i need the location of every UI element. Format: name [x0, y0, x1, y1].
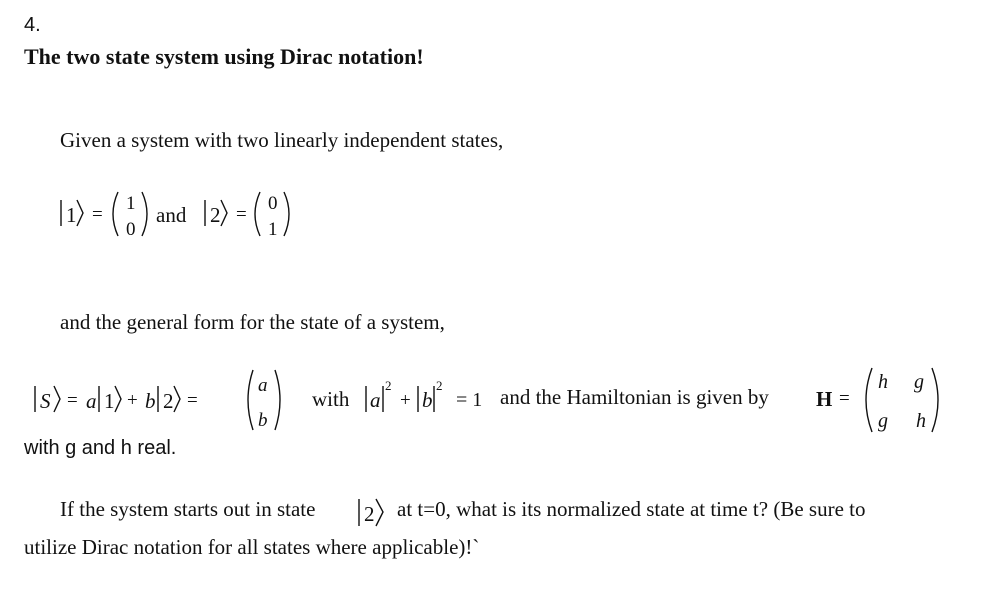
left-paren — [866, 368, 872, 432]
hamiltonian-matrix — [812, 362, 962, 438]
vector-top: 1 — [126, 193, 136, 214]
equals-sign: = — [236, 204, 247, 225]
ket-label: S — [40, 389, 51, 413]
state-definitions — [52, 180, 372, 250]
with-word: with — [312, 387, 350, 411]
vector-top: 0 — [268, 193, 278, 214]
ket-angle — [115, 386, 121, 412]
question-line2: utilize Dirac notation for all states where applicable)!` — [24, 535, 480, 559]
exponent: 2 — [385, 378, 392, 393]
plus-sign: + — [127, 390, 138, 411]
matrix-entry-11: h — [878, 371, 888, 393]
ket-label: 2 — [210, 203, 221, 227]
plus-sign: + — [400, 390, 411, 411]
norm-b: b — [422, 388, 433, 412]
right-paren — [275, 370, 280, 430]
equals-sign: = — [187, 390, 198, 411]
matrix-entry-21: g — [878, 410, 888, 432]
left-paren — [255, 192, 260, 236]
given-text: Given a system with two linearly independent states, — [60, 128, 504, 152]
equals-one: = 1 — [456, 389, 483, 411]
ket-angle — [54, 386, 60, 412]
problem-title: The two state system using Dirac notation! — [24, 44, 424, 69]
left-paren — [248, 370, 253, 430]
ket-angle — [77, 200, 83, 226]
norm-a: a — [370, 388, 381, 412]
vector-bottom: 0 — [126, 219, 136, 240]
matrix-entry-12: g — [914, 371, 924, 393]
vector-bottom: 1 — [268, 219, 278, 240]
hamiltonian-text: and the Hamiltonian is given by — [500, 385, 769, 409]
problem-number: 4. — [24, 14, 41, 36]
vector-top: a — [258, 375, 268, 396]
real-text: with g and h real. — [24, 437, 177, 459]
normalization-condition — [306, 372, 502, 422]
ket-label: 2 — [163, 389, 174, 413]
general-form-text: and the general form for the state of a system, — [60, 310, 445, 334]
equals-sign: = — [67, 390, 78, 411]
ket-angle — [174, 386, 180, 412]
equals-sign: = — [839, 388, 850, 409]
vector-bottom: b — [258, 410, 268, 431]
left-paren — [113, 192, 118, 236]
coefficient-b: b — [145, 389, 156, 413]
ket-label: 2 — [364, 502, 375, 526]
ket-angle — [376, 499, 383, 526]
matrix-entry-22: h — [916, 410, 926, 432]
question-part2: at t=0, what is its normalized state at time t? (Be sure to — [397, 497, 866, 521]
question-ket — [354, 496, 390, 530]
ket-label: 1 — [104, 389, 115, 413]
general-state-equation — [24, 364, 304, 438]
hamiltonian-symbol: H — [816, 387, 833, 411]
and-word: and — [156, 203, 187, 227]
question-part1: If the system starts out in state — [60, 497, 316, 521]
ket-angle — [221, 200, 227, 226]
right-paren — [142, 192, 147, 236]
coefficient-a: a — [86, 389, 97, 413]
exponent: 2 — [436, 378, 443, 393]
equals-sign: = — [92, 204, 103, 225]
ket-label: 1 — [66, 203, 77, 227]
right-paren — [284, 192, 289, 236]
right-paren — [932, 368, 938, 432]
